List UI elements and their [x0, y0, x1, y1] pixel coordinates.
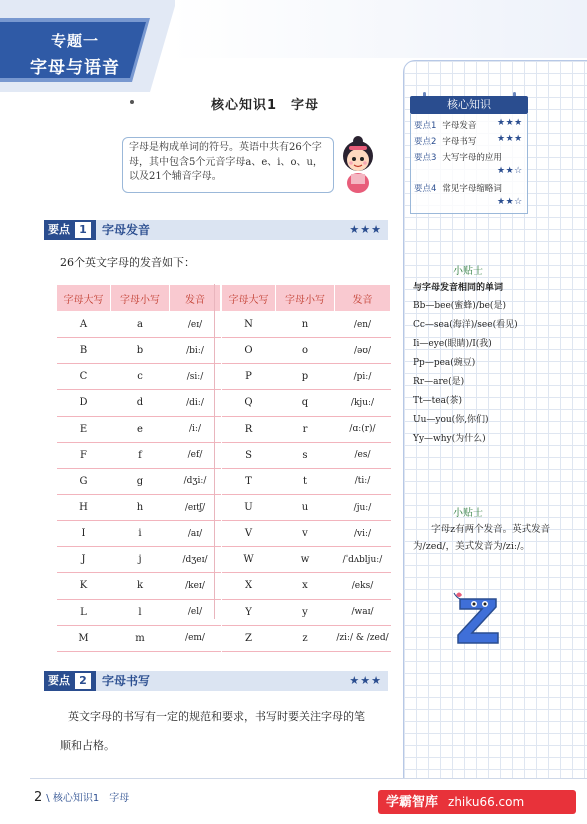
page-title [130, 94, 400, 113]
section-number: 2 [75, 673, 91, 689]
table-row [222, 547, 391, 573]
table-row [222, 573, 391, 599]
tip2-title: 小贴士 [453, 508, 483, 519]
cell-lower: n [276, 312, 335, 338]
page-number: 2 [34, 790, 43, 805]
cell-upper: Q [222, 390, 276, 416]
section-stars: ★★★ [349, 674, 382, 687]
cell-lower: b [111, 338, 170, 364]
cell-upper: Y [222, 599, 276, 625]
table-row [222, 442, 391, 468]
cell-lower: x [276, 573, 335, 599]
cell-phonetic: /el/ [170, 599, 221, 625]
kb-text: 大写字母的应用 [442, 153, 502, 163]
cell-lower: a [111, 312, 170, 338]
cell-upper: F [57, 442, 111, 468]
section2-desc-line1: 英文字母的书写有一定的规范和要求，书写时要关注字母的笔 [68, 710, 365, 723]
section2-desc-line2: 顺和占格。 [60, 739, 115, 752]
cell-lower: w [276, 547, 335, 573]
letter-z-cartoon-icon [448, 585, 510, 647]
tip1-line: Cc—sea(海洋)/see(看见) [413, 320, 518, 330]
cell-upper: D [57, 390, 111, 416]
table-row [57, 521, 221, 547]
col-header-upper: 字母大写 [222, 285, 276, 312]
tip1-line: Bb—bee(蜜蜂)/be(是) [413, 301, 506, 311]
cell-phonetic: /eks/ [335, 573, 391, 599]
cell-lower: g [111, 468, 170, 494]
cell-upper: Z [222, 625, 276, 651]
table-row [57, 573, 221, 599]
cell-upper: P [222, 364, 276, 390]
alphabet-table-right [221, 284, 391, 652]
cell-phonetic: /dʒiː/ [170, 468, 221, 494]
kb-key: 要点3 [414, 153, 437, 163]
cell-phonetic: /eɪtʃ/ [170, 494, 221, 520]
cell-lower: e [111, 416, 170, 442]
cell-upper: C [57, 364, 111, 390]
table-row [222, 416, 391, 442]
tip1-heading: 与字母发音相同的单词 [413, 283, 504, 293]
section-stars: ★★★ [349, 223, 382, 236]
cell-upper: S [222, 442, 276, 468]
intro-bubble: 字母是构成单词的符号。英语中共有26个字母，其中包含5个元音字母a、e、i、o、u，以及21个辅音字母。 [122, 137, 334, 193]
table-row [222, 521, 391, 547]
kb-key: 要点4 [414, 184, 437, 194]
kb-stars: ★★☆ [497, 166, 523, 176]
table-row [57, 468, 221, 494]
cell-upper: J [57, 547, 111, 573]
cell-upper: O [222, 338, 276, 364]
top-band [170, 0, 587, 58]
pin-dot-icon [130, 100, 134, 104]
cell-upper: R [222, 416, 276, 442]
section-title: 字母发音 [102, 223, 151, 237]
cell-upper: M [57, 625, 111, 651]
table-row [222, 390, 391, 416]
tip1-title: 小贴士 [453, 266, 483, 277]
cell-lower: o [276, 338, 335, 364]
cell-phonetic: /iː/ [170, 416, 221, 442]
table-row [57, 312, 221, 338]
cell-phonetic: /juː/ [335, 494, 391, 520]
table-row [222, 338, 391, 364]
cell-upper: E [57, 416, 111, 442]
cell-lower: q [276, 390, 335, 416]
cell-phonetic: /biː/ [170, 338, 221, 364]
cell-lower: l [111, 599, 170, 625]
cell-upper: L [57, 599, 111, 625]
cell-phonetic: /keɪ/ [170, 573, 221, 599]
footer-divider: \ [46, 793, 53, 804]
page-footer [34, 789, 129, 805]
tip1-line: Yy—why(为什么) [413, 434, 486, 444]
cell-phonetic: /viː/ [335, 521, 391, 547]
section-tag: 要点 [44, 220, 96, 240]
cell-phonetic: /ziː/ & /zed/ [335, 625, 391, 651]
cell-phonetic: /ef/ [170, 442, 221, 468]
cell-upper: V [222, 521, 276, 547]
cell-phonetic: /dʒeɪ/ [170, 547, 221, 573]
cell-upper: B [57, 338, 111, 364]
table-row [222, 312, 391, 338]
cell-lower: p [276, 364, 335, 390]
watermark-brand: 学霸智库 [386, 795, 439, 810]
tip1-line: Rr—are(是) [413, 377, 465, 387]
cell-lower: y [276, 599, 335, 625]
cell-upper: K [57, 573, 111, 599]
table-row [222, 468, 391, 494]
cell-phonetic: /en/ [335, 312, 391, 338]
cell-phonetic: /tiː/ [335, 468, 391, 494]
kb-stars: ★★★ [497, 134, 523, 144]
cell-phonetic: /aɪ/ [170, 521, 221, 547]
table-divider [214, 284, 215, 619]
cell-phonetic: /piː/ [335, 364, 391, 390]
cell-lower: t [276, 468, 335, 494]
kb-stars: ★★☆ [497, 197, 523, 207]
section-header-writing [44, 671, 388, 691]
table-row [57, 338, 221, 364]
watermark-badge [378, 790, 576, 814]
cell-lower: r [276, 416, 335, 442]
cell-upper: T [222, 468, 276, 494]
cell-lower: f [111, 442, 170, 468]
cell-lower: h [111, 494, 170, 520]
cell-upper: I [57, 521, 111, 547]
cell-phonetic: /kjuː/ [335, 390, 391, 416]
tip2-text [413, 521, 583, 555]
cell-upper: H [57, 494, 111, 520]
table-row [222, 625, 391, 651]
cell-phonetic: /əʊ/ [335, 338, 391, 364]
kb-key: 要点1 [414, 121, 437, 131]
cell-lower: v [276, 521, 335, 547]
table-row [57, 390, 221, 416]
table-row [222, 599, 391, 625]
table-row [57, 416, 221, 442]
girl-cartoon-icon [336, 136, 381, 194]
cell-phonetic: /ɑː(r)/ [335, 416, 391, 442]
table-row [57, 599, 221, 625]
core-knowledge-tab: 核心知识 [410, 96, 528, 114]
cell-phonetic: /siː/ [170, 364, 221, 390]
cell-lower: i [111, 521, 170, 547]
col-header-phonetic: 发音 [170, 285, 221, 312]
tip1-line: Pp—pea(豌豆) [413, 358, 476, 368]
section-title: 字母书写 [102, 674, 151, 688]
cell-phonetic: /eɪ/ [170, 312, 221, 338]
cell-upper: X [222, 573, 276, 599]
cell-lower: j [111, 547, 170, 573]
section1-desc: 26个英文字母的发音如下： [60, 256, 195, 269]
table-row [222, 494, 391, 520]
banner-line2: 字母与语音 [30, 58, 120, 78]
section-header-pronunciation [44, 220, 388, 240]
table-row [57, 364, 221, 390]
cell-phonetic: /waɪ/ [335, 599, 391, 625]
cell-lower: m [111, 625, 170, 651]
cell-upper: W [222, 547, 276, 573]
kb-item [414, 151, 502, 163]
alphabet-table-left [56, 284, 221, 652]
chapter-banner [0, 0, 175, 92]
cell-phonetic: /es/ [335, 442, 391, 468]
tip1-line: Ii—eye(眼睛)/I(我) [413, 339, 492, 349]
kb-item [414, 182, 502, 194]
cell-upper: G [57, 468, 111, 494]
cell-lower: s [276, 442, 335, 468]
banner-line1: 专题一 [50, 32, 99, 50]
table-row [222, 364, 391, 390]
cell-phonetic: /diː/ [170, 390, 221, 416]
tip2-body: 字母z有两个发音。英式发音为/zed/，美式发音为/ziː/。 [413, 524, 551, 552]
kb-item [414, 135, 476, 147]
col-header-lower: 字母小写 [276, 285, 335, 312]
kb-text: 字母书写 [442, 137, 477, 147]
cell-phonetic: /em/ [170, 625, 221, 651]
footer-text: 核心知识1 字母 [52, 793, 130, 804]
col-header-lower: 字母小写 [111, 285, 170, 312]
col-header-phonetic: 发音 [335, 285, 391, 312]
kb-text: 常见字母缩略词 [442, 184, 502, 194]
table-row [57, 442, 221, 468]
footer-rule [30, 778, 587, 779]
kb-item [414, 119, 476, 131]
tip1-line: Uu—you(你,你们) [413, 415, 489, 425]
cell-lower: u [276, 494, 335, 520]
table-row [57, 494, 221, 520]
kb-key: 要点2 [414, 137, 437, 147]
kb-text: 字母发音 [442, 121, 477, 131]
cell-upper: N [222, 312, 276, 338]
cell-lower: k [111, 573, 170, 599]
cell-lower: c [111, 364, 170, 390]
table-row [57, 547, 221, 573]
section-number: 1 [75, 222, 91, 238]
tip1-line: Tt—tea(茶) [413, 396, 462, 406]
col-header-upper: 字母大写 [57, 285, 111, 312]
cell-upper: A [57, 312, 111, 338]
table-row [57, 625, 221, 651]
kb-stars: ★★★ [497, 118, 523, 128]
watermark-url: zhiku66.com [448, 795, 525, 809]
cell-phonetic: /ˈdʌbljuː/ [335, 547, 391, 573]
cell-lower: z [276, 625, 335, 651]
section-tag: 要点 [44, 671, 96, 691]
page-title-text: 核心知识1 字母 [210, 98, 320, 113]
cell-upper: U [222, 494, 276, 520]
cell-lower: d [111, 390, 170, 416]
